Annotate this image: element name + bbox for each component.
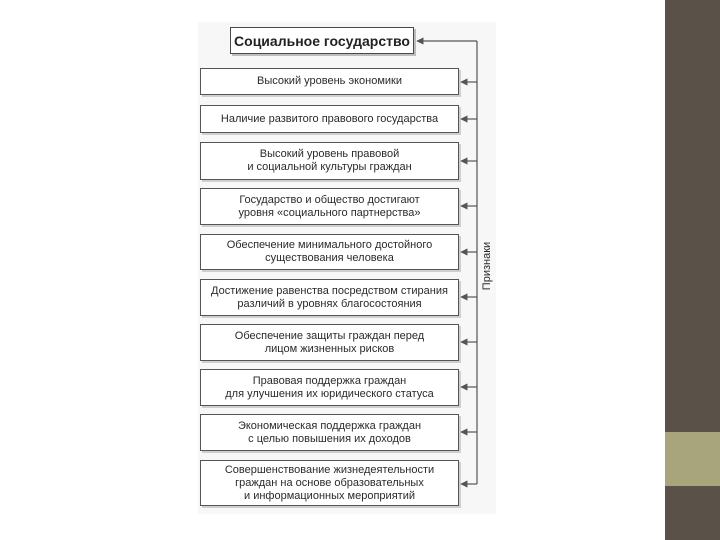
feature-text: Обеспечение защиты граждан перед лицом жизненных рисков [234, 329, 425, 355]
side-bar-accent [665, 432, 720, 486]
feature-text: Совершенствование жизнедеятельности граждан на основе образовательных и информационных мероприятий [224, 463, 435, 502]
feature-text: Экономическая поддержка граждан с целью повышения их доходов [237, 419, 422, 445]
feature-text: Достижение равенства посредством стирания различий в уровнях благосостояния [211, 284, 448, 310]
feature-text: Наличие развитого правового государства [220, 112, 439, 125]
feature-text: Высокий уровень экономики [257, 75, 402, 87]
feature-text: Высокий уровень правовой и социальной культуры граждан [247, 148, 412, 173]
feature-text: Государство и общество достигают уровня «социального партнерства» [238, 193, 421, 219]
side-label: Признаки [481, 241, 493, 291]
feature-text: Обеспечение минимального достойного существования человека [226, 239, 433, 264]
diagram-title: Социальное государство [230, 27, 414, 54]
feature-text: Правовая поддержка граждан для улучшения их юридического статуса [225, 374, 434, 400]
